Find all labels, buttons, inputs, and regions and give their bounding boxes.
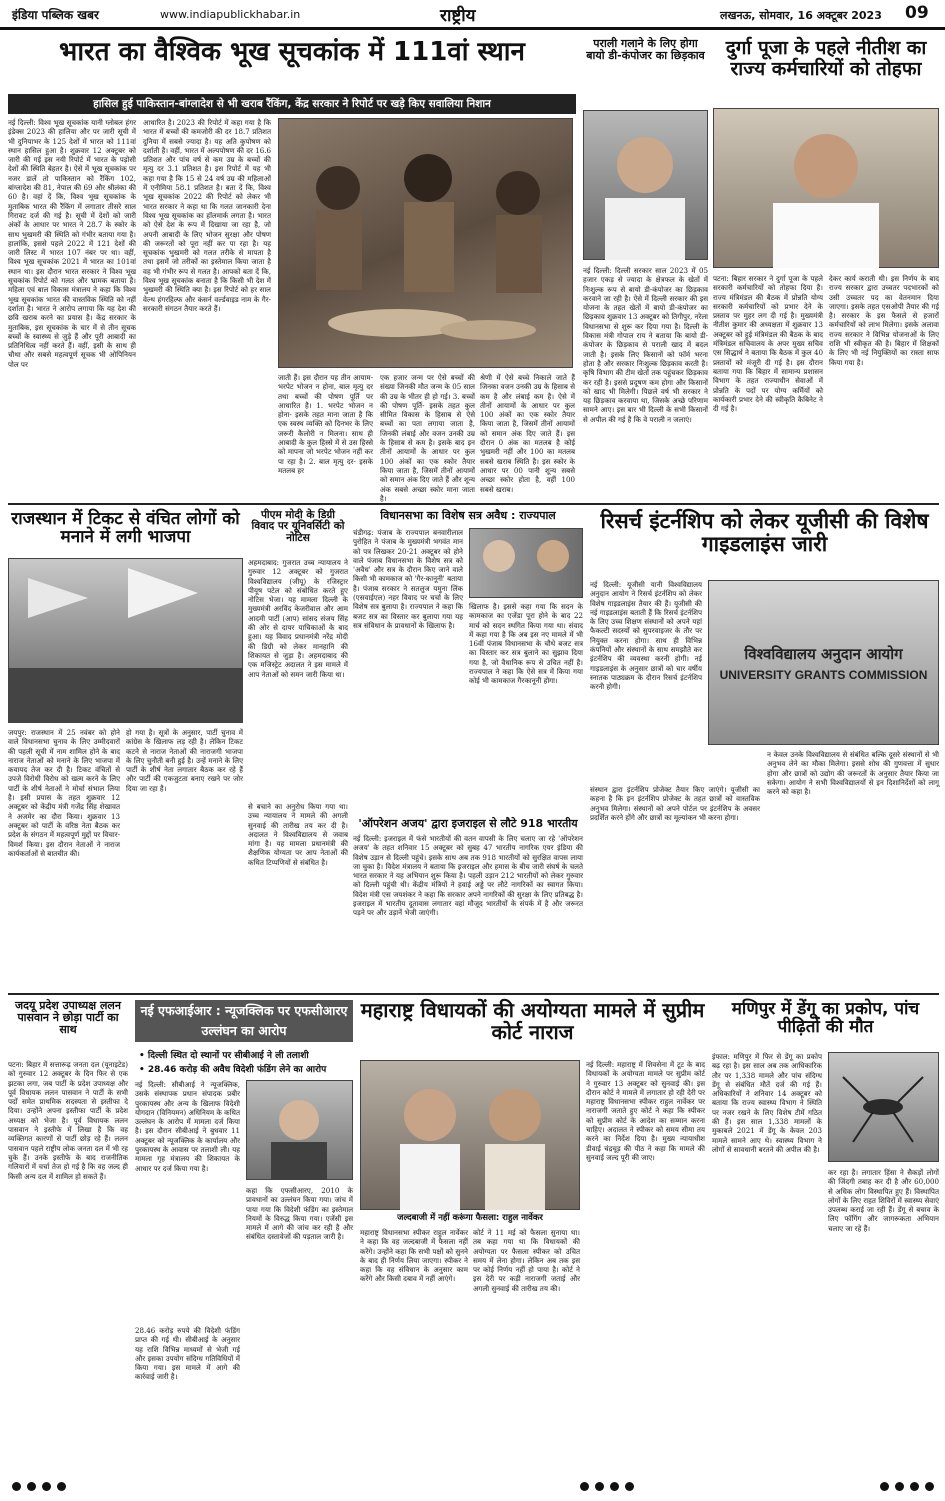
mosquito-illustration [828, 1052, 939, 1162]
hunger-subhead: हासिल हुई पाकिस्तान-बांग्लादेश से भी खराब रैंकिंग, केंद्र सरकार ने रिपोर्ट पर खड़े किए सवालिया निशान [8, 94, 576, 114]
newsclick-bullet-2: • 28.46 करोड़ की अवैध विदेशी फंडिंग लेने का आरोप [139, 1065, 327, 1075]
ugc-photo [708, 580, 939, 745]
ajay-headline: 'ऑपरेशन अजय' द्वारा इजराइल से लौटे 918 भारतीय [358, 817, 578, 830]
manipur-body: इंफाल: मणिपुर में फिर से डेंगू का प्रकोप बढ़ रहा है। इस साल अब तक आधिकारिक तौर पर 1,338 मामले और पांच संदिग्ध डेंगू से संबंधित मौतें दर्ज की गई हैं। अधिकारियों ने शनिवार 14 अक्टूबर को बताया कि राज्य स्वास्थ्य विभाग ने स्थिति पर नजर रखने के लिए विशेष टीमें गठित की हैं। इस साल 1,338 मामलों के मुकाबले 2021 में डेंगू के केवल 203 मामले सामने आए थे। स्वास्थ्य विभाग ने लोगों से सावधानी बरतने की अपील की है। [712, 1052, 822, 1154]
rajasthan-headline: राजस्थान में टिकट से वंचित लोगों को मनाने में लगी भाजपा [11, 509, 240, 548]
newsclick-body3: 28.46 करोड़ रुपये की विदेशी फंडिंग प्राप्त की गई थी। सीबीआई के अनुसार यह राशि विभिन्न माध्यमों से भेजी गई और इसका उपयोग संदिग्ध गतिविधियों में किया गया। इस मामले में आगे की कार्रवाई जारी है। [135, 1326, 240, 1382]
jdu-article [8, 1000, 128, 1470]
delhi-article [583, 38, 708, 500]
minister-portrait [583, 110, 708, 260]
ugc-headline: रिसर्च इंटर्नशिप को लेकर यूजीसी की विशेष गाइडलाइंस जारी [600, 509, 929, 556]
newsclick-body2: कहा कि एफसीआरए, 2010 के प्रावधानों का उल्लंघन किया गया। जांच में पाया गया कि विदेशी फंडिंग का इस्तेमाल नियमों के विरुद्ध किया गया। एजेंसी इस मामले में आगे की जांच कर रही है और संबंधित दस्तावेजों की पड़ताल जारी है। [246, 1186, 353, 1242]
manipur-photo [828, 1052, 939, 1162]
gujarat-headline: पीएम मोदी के डिग्री विवाद पर यूनिवर्सिटी को नोटिस [251, 509, 345, 544]
ajay-article [353, 818, 583, 990]
ugc-article [590, 510, 939, 990]
masthead: इंडिया पब्लिक खबर [12, 8, 99, 22]
section-title: राष्ट्रीय [440, 6, 476, 26]
punjab-body: चंडीगढ़: पंजाब के राज्यपाल बनवारीलाल पुरोहित ने पंजाब के मुख्यमंत्री भगवंत मान को पत्र लिखकर 20-21 अक्टूबर को होने वाले पंजाब विधानसभा के विशेष सत्र को 'अवैध' और सत्र के दौरान किए जाने वाले किसी भी कामकाज को 'गैर-कानूनी' बताया है। पंजाब सरकार ने सतलुज यमुना लिंक (एसवाईएल) नहर विवाद पर चर्चा के लिए विशेष सत्र बुलाया है। राज्यपाल ने कहा कि बजट सत्र का विस्तार कर बुलाया गया यह सत्र संविधान के प्रावधानों के खिलाफ है। [353, 528, 463, 630]
footer-dots-center [580, 1482, 634, 1491]
hunger-headline: भारत का वैश्विक भूख सूचकांक में 111वां स्थान [59, 37, 525, 67]
gujarat-article [248, 510, 348, 990]
maharashtra-article [360, 1000, 705, 1470]
ugc-body2: संस्थान द्वारा इंटर्नशिप प्रोजेक्ट तैयार किए जाएंगे। यूजीसी का कहना है कि इन इंटर्नशिप प्रोजेक्ट के तहत छात्रों को वास्तविक अनुभव मिलेगा। संस्थानों को अपने पोर्टल पर इंटर्नशिप के अवसर प्रदर्शित करने होंगे और छात्रों का मूल्यांकन भी करना होगा। [590, 785, 760, 822]
bihar-photo [713, 108, 939, 268]
punjab-headline: विधानसभा का विशेष सत्र अवैध : राज्यपाल [380, 509, 556, 522]
hunger-col4: श्रेणी में ऐसे बच्चे निकाले जाते हैं जिनका वजन उनकी उम्र के हिसाब से कम है और लंबाई कम है। ऐसे में तीनों आयामों के आधार पर कुल 100 अंकों का एक स्कोर तैयार किया जाता है, जिसमें तीनों आयामों को समान अंक दिए जाते हैं। इस दौरान 0 अंक का मतलब है कोई भुखमरी नहीं और 100 का मतलब सबसे खराब स्थिति है। इस स्कोर के आधार पर 00 पानी शून्य सबसे अच्छा स्कोर होता है, वहीं 100 सबसे खराब। [480, 373, 575, 494]
manipur-headline: मणिपुर में डेंगू का प्रकोप, पांच पीढ़ितों की मौत [731, 999, 920, 1038]
maharashtra-headline: महाराष्ट्र विधायकों की अयोग्यता मामले में सुप्रीम कोर्ट नाराज [360, 998, 705, 1044]
maharashtra-body3: कोर्ट ने 11 मई को फैसला सुनाया था। तब कहा गया था कि विधायकों की अयोग्यता पर फैसला स्पीकर को उचित समय में लेना होगा। लेकिन अब तक इस पर कोई निर्णय नहीं हो पाया है। कोर्ट ने इस देरी पर कड़ी नाराजगी जताई और अगली सुनवाई की तारीख तय की। [473, 1228, 580, 1293]
maharashtra-body: नई दिल्ली: महाराष्ट्र में शिवसेना में टूट के बाद विधायकों के अयोग्यता मामले पर सुप्रीम कोर्ट ने गुरुवार 13 अक्टूबर को सुनवाई की। इस दौरान कोर्ट ने मामले में लगातार हो रही देरी पर महाराष्ट्र विधानसभा स्पीकर राहुल नार्वेकर पर नाराजगी जताते हुए कोर्ट ने कहा कि स्पीकर को सुप्रीम कोर्ट के आदेश का सम्मान करना चाहिए। अदालत ने स्पीकर को समय सीमा तय करने का निर्देश दिया है। मुख्य न्यायाधीश डीवाई चंद्रचूड़ की पीठ ने कहा कि मामले की सुनवाई जल्द पूरी की जाए। [586, 1060, 705, 1162]
bihar-article [713, 38, 939, 500]
footer-dots-left [12, 1482, 66, 1491]
governor-and-cm-portraits [469, 528, 583, 598]
ugc-body3: न केवल उनके विश्वविद्यालय से संबंधित बल्कि दूसरे संस्थानों से भी अनुभव लेने का मौका मिलेगा। इससे शोध की गुणवत्ता में सुधार होगा और छात्रों को उद्योग की जरूरतों के अनुसार तैयार किया जा सकेगा। आयोग ने सभी विश्वविद्यालयों से इन दिशानिर्देशों को लागू करने को कहा है। [767, 750, 939, 797]
newsclick-body: नई दिल्ली: सीबीआई ने न्यूजक्लिक, उसके संस्थापक प्रधान संपादक प्रबीर पुरकायस्थ और अन्य के खिलाफ विदेशी योगदान (विनियमन) अधिनियम के कथित उल्लंघन के आरोप में मामला दर्ज किया है। इस दौरान सीबीआई ने बुधवार 11 अक्टूबर को न्यूजक्लिक के कार्यालय और पुरकायस्थ के आवास पर तलाशी ली। यह मामला गृह मंत्रालय की शिकायत के आधार पर दर्ज किया गया है। [135, 1080, 240, 1173]
hunger-col3: एक हजार जन्म पर ऐसे बच्चों की संख्या जिनकी मौत जन्म के 05 साल की उम्र के भीतर ही हो गई। 3. बच्चों की पोषण पूर्ति- इसके तहत कुल सीमित विकास के हिसाब से ऐसे बच्चों का पता लगाया जाता है, जिनकी लंबाई और वजन उनकी उम्र के हिसाब से कम है। इसके बाद इन तीनों आयामों के आधार पर कुल 100 अंकों का एक स्कोर तैयार किया जाता है, जिसमें तीनों आयामों को समान अंक दिए जाते हैं और शून्य अंक सबसे अच्छा स्कोर माना जाता है। [380, 373, 475, 503]
newsclick-photo [246, 1080, 353, 1180]
delhi-headline: पराली गलाने के लिए होगा बायो डी-कंपोजर का छिड़काव [586, 37, 705, 62]
hunger-col2b: जाती हैं। इस दौरान यह तीन आयाम- भरपेट भोजन न होना, बाल मृत्यु दर तथा बच्चों की पोषण पूर्ति पर आधारित है। 1. भरपेट भोजन न होना- इसके तहत माना जाता है कि एक स्वस्थ व्यक्ति को दिनभर के लिए जरूरी कैलोरी न मिलना। साथ ही आबादी के कुल हिस्से में से उस हिस्से को मापना जो भरपेट भोजन नहीं कर पा रहा है। 2. बाल मृत्यु दर- इसके मतलब हर [278, 373, 373, 475]
newsclick-article [135, 1000, 353, 1470]
bihar-body: पटना: बिहार सरकार ने दुर्गा पूजा के पहले सरकारी कर्मचारियों को तोहफा दिया है। राज्य मंत्रिमंडल की बैठक में प्रोन्नति योग्य सरकारी कर्मचारियों को प्रभार देने के प्रस्ताव पर मुहर लग दी गई है। मुख्यमंत्री नीतीश कुमार की अध्यक्षता में शुक्रवार 13 अक्टूबर को हुई मंत्रिमंडल की बैठक के बाद मंत्रिमंडल सचिवालय के अपर मुख्य सचिव एस सिद्धार्थ ने बताया कि बैठक में कुल 40 प्रस्तावों को मंजूरी दी गई है। इस दौरान बताया गया कि बिहार में सामान्य प्रशासन विभाग के तहत राज्याधीन सेवाओं में प्रोन्नति के पदों पर योग्य कर्मियों को कार्यकारी प्रभार देने की स्वीकृति कैबिनेट ने दी गई है। [713, 274, 823, 414]
bihar-body2: देकर कार्य कराती थी। इस निर्णय के बाद राज्य सरकार द्वारा उच्चतर पदभारकों को उसी उच्चतर पद का वेतनमान दिया जाएगा। इसके तहत एसओपी तैयार की गई है। सरकार के इस फैसले से हजारों कर्मचारियों को लाभ मिलेगा। इसके अलावा राज्य सरकार ने विभिन्न योजनाओं के लिए राशि भी स्वीकृत की है। बिहार में शिक्षकों के लिए भी नई नियुक्तियों का रास्ता साफ किया गया है। [829, 274, 939, 367]
section-divider-2 [8, 993, 939, 995]
footer-dots-right [880, 1482, 934, 1491]
jdu-headline: जदयू प्रदेश उपाध्यक्ष ललन पासवान ने छोड़ा पार्टी का साथ [14, 999, 121, 1036]
newsclick-bullet-1-text: दिल्ली स्थित दो स्थानों पर सीबीआई ने ली तलाशी [147, 1051, 309, 1061]
gujarat-body2: से बचाने का अनुरोध किया गया था। उच्च न्यायालय ने मामले की अगली सुनवाई की तारीख तय कर दी है। अदालत ने विश्वविद्यालय से जवाब मांगा है। यह मामला प्रधानमंत्री की शैक्षणिक योग्यता पर आप नेताओं की कथित टिप्पणियों से संबंधित है। [248, 802, 348, 867]
ajay-body: नई दिल्ली: इजराइल में फंसे भारतीयों की वतन वापसी के लिए चलाए जा रहे 'ऑपरेशन अजय' के तहत शनिवार 15 अक्टूबर को सुबह 47 भारतीय नागरिक एयर इंडिया की विशेष उड़ान से दिल्ली पहुंचे। इसके साथ अब तक 918 भारतीयों को सुरक्षित वापस लाया जा चुका है। विदेश मंत्रालय ने बताया कि इजराइल और हमास के बीच जारी संघर्ष के चलते भारत सरकार ने यह अभियान शुरू किया है। पहली उड़ान 212 भारतीयों को लेकर गुरुवार को दिल्ली पहुंची थी। केंद्रीय मंत्रियों ने हवाई अड्डे पर लौटे नागरिकों का स्वागत किया। विदेश मंत्री एस जयशंकर ने कहा कि सरकार अपने नागरिकों की सुरक्षा के लिए प्रतिबद्ध है। इजराइल में भारतीय दूतावास लगातार वहां मौजूद भारतीयों के संपर्क में है और जरूरत पड़ने पर और उड़ानें भेजी जाएंगी। [353, 834, 583, 918]
punjab-body2: खिलाफ है। इससे कहा गया कि सदन के कामकाज का एजेंडा पूरा होने के बाद 22 मार्च को सदन स्थगित किया गया था। संवाद में कहा गया है कि अब इस नए मामले में भी 16वीं पंजाब विधानसभा के चौथे बजट सत्र का विस्तार कर सत्र बुलाने का सुझाव दिया गया है, जो वैधानिक रूप से उचित नहीं है। राज्यपाल ने कहा कि ऐसे सत्र में किया गया कोई भी कामकाज गैरकानूनी होगा। [469, 602, 583, 686]
delhi-body: नई दिल्ली: दिल्ली सरकार साल 2023 में 05 हजार एकड़ से ज्यादा के क्षेत्रफल के खेतों में निःशुल्क रूप से बायो डी-कंपोजर का छिड़काव करवाने जा रही है। ऐसे में दिल्ली सरकार की इस योजना के तहत खेतों में बायो डी-कंपोजर का छिड़काव शुक्रवार 13 अक्टूबर को तिगीपुर, नरेला विधानसभा से शुरू कर दिया गया है। दिल्ली के विकास मंत्री गोपाल राय ने बताया कि बायो डी-कंपोजर के छिड़काव से पराली खाद में बदल जाती है। इसके लिए किसानों को फॉर्म भरना होता है और सरकार निःशुल्क छिड़काव करती है। कृषि विभाग की टीम खेतों तक पहुंचकर छिड़काव कर रही है। इससे प्रदूषण कम होगा और किसानों को खाद भी मिलेगी। पिछले वर्ष भी सरकार ने यह छिड़काव करवाया था, जिसके अच्छे परिणाम सामने आए। इस बार भी दिल्ली के सभी किसानों से अपील की गई है कि वे पराली न जलाएं। [583, 266, 708, 424]
rajasthan-article [8, 510, 243, 990]
ugc-body: नई दिल्ली: यूजीसी यानी विश्वविद्यालय अनुदान आयोग ने रिसर्च इंटर्नशिप को लेकर विशेष गाइडलाइंस तैयार की हैं। यूजीसी की नई गाइडलाइंस बताती हैं कि रिसर्च इंटर्नशिप के लिए उच्च शिक्षण संस्थानों को अपने यहां फैकल्टी सदस्यों को सुपरवाइजर के तौर पर नियुक्त करना होगा। साथ ही विभिन्न कंपनियों और संस्थानों के साथ समझौते कर इंटर्नशिप की व्यवस्था करनी होगी। नई गाइडलाइंस के अनुसार छात्रों को चार वर्षीय स्नातक पाठ्यक्रम के दौरान रिसर्च इंटर्नशिप करनी होगी। [590, 580, 702, 692]
newsclick-bullet-1: • दिल्ली स्थित दो स्थानों पर सीबीआई ने ली तलाशी [139, 1051, 309, 1061]
bihar-headline: दुर्गा पूजा के पहले नीतीश का राज्य कर्मचारियों को तोहफा [725, 37, 927, 80]
chief-minister-portrait [713, 108, 939, 268]
jdu-body: पटना: बिहार में सत्तारूढ़ जनता दल (यूनाइटेड) को गुरुवार 12 अक्टूबर के दिन फिर से एक झटका लगा, जब पार्टी के प्रदेश उपाध्यक्ष और पूर्व विधायक ललन पासवान ने पार्टी के सभी पदों समेत प्राथमिक सदस्यता से इस्तीफा दे दिया। उन्होंने अपना इस्तीफा पार्टी के प्रदेश अध्यक्ष को भेजा है। पूर्व विधायक ललन पासवान ने इस्तीफे में लिखा है कि वह व्यक्तिगत कारणों से पार्टी छोड़ रहे हैं। ललन पासवान पहले राष्ट्रीय लोक जनता दल में भी रह चुके हैं। उनके इस्तीफे के बाद राजनीतिक गलियारों में चर्चा तेज हो गई है कि वह जल्द ही किसी अन्य दल में शामिल हो सकते हैं। [8, 1060, 128, 1181]
manipur-body2: कर रहा है। लगातार हिंसा ने सैकड़ों लोगों की जिंदगी तबाह कर दी है और 60,000 से अधिक लोग विस्थापित हुए हैं। विस्थापित लोगों के लिए राहत शिविरों में स्वास्थ्य सेवाएं उपलब्ध कराई जा रही हैं। डेंगू से बचाव के लिए फॉगिंग और जागरूकता अभियान चलाए जा रहे हैं। [828, 1168, 939, 1233]
hunger-col1: नई दिल्ली: विश्व भूख सूचकांक यानी ग्लोबल हंगर इंडेक्स 2023 की हालिया और पर जारी सूची में भी दुनियाभर के 125 देशों में भारत को 111वां स्थान हासिल हुआ है। शुक्रवार 12 अक्टूबर को जारी की गई इस नयी रिपोर्ट में भारत के पड़ोसी देशों की स्थिति बेहतर है। ऐसे में भूख सूचकांक पर नजर डालें तो पाकिस्तान को रैंकिंग 102, बांग्लादेश की 81, नेपाल की 69 और श्रीलंका की 60 है। वहां दें कि, विश्व भूख सूचकांक के मुताबिक भारत की रैंकिंग में लगातार तीसरे साल गिरावट दर्ज की गई है। सूची में देशों को जारी अंकों के आधार पर भारत ने 28.7 के स्कोर के साथ भुखमरी की स्थिति को गंभीर बताया गया है। हालांकि, इससे पहले 2022 में 121 देशों की जारी लिस्ट में भारत 107 नंबर पर था। वहीं, विश्व भूख सूचकांक 2021 में भारत का 101वां स्थान था। इस दौरान भारत सरकार ने विश्व भूख सूचकांक रिपोर्ट को गलत और भ्रामक बताया है। महिला एवं बाल विकास मंत्रालय ने कहा कि विश्व भूख सूचकांक भारत की वास्तविक स्थिति को नहीं दर्शाता है। भारत ने आरोप लगाया कि यह देश की छवि खराब करने का प्रयास है। केंद्र सरकार के मुताबिक, इस सूचकांक के चार में से तीन सूचक बच्चों के स्वास्थ्य से जुड़े हैं और पूरी आबादी का प्रतिनिधित्व नहीं करते हैं। वहीं, इसी के साथ ही चौथा और सबसे महत्वपूर्ण सूचक भी ओपिनियन पोल पर [8, 118, 136, 369]
maharashtra-photo [360, 1060, 580, 1210]
punjab-article [353, 510, 583, 815]
delhi-photo [583, 110, 708, 260]
page-number: 09 [905, 3, 929, 23]
date-line: लखनऊ, सोमवार, 16 अक्टूबर 2023 [720, 9, 882, 22]
section-divider [8, 503, 939, 505]
rajasthan-body2: हो गया है। सूत्रों के अनुसार, पार्टी चुनाव में कांग्रेस के खिलाफ लड़ रही है। लेकिन टिकट कटने से नाराज नेताओं की नाराजगी भाजपा के लिए चुनौती बनी हुई है। उन्हें मनाने के लिए पार्टी के शीर्ष नेता लगातार बैठक कर रहे हैं और पार्टी की एकजुटता बनाए रखने पर जोर दिया जा रहा है। [126, 728, 243, 793]
rajasthan-body: जयपुर: राजस्थान में 25 नवंबर को होने वाले विधानसभा चुनाव के लिए उम्मीदवारों की पहली सूची में नाम शामिल होने के बाद नाराज नेताओं को मनाने के लिए भाजपा में कवायद तेज कर दी है। टिकट वंचितों से उपजे विरोधी विरोध को खत्म करने के लिए पार्टी के शीर्ष नेताओं ने मोर्चा संभाल लिया है। इसी प्रयास के तहत शुक्रवार 12 अक्टूबर को केंद्रीय मंत्री गजेंद्र सिंह शेखावत ने अजमेर का दौरा किया। शुक्रवार 13 अक्टूबर को पार्टी के वरिष्ठ नेता बैठक कर प्रदेश के संगठन में महत्वपूर्ण मुद्दों पर विचार-विमर्श किया। इस दौरान नेताओं ने नाराज कार्यकर्ताओं से बातचीत की। [8, 728, 120, 858]
rajasthan-photo [8, 558, 243, 723]
website-link[interactable]: www.indiapublickhabar.in [160, 8, 301, 21]
manipur-article [712, 1000, 939, 1470]
newsclick-bullet-2-text: 28.46 करोड़ की अवैध विदेशी फंडिंग लेने का आरोप [147, 1065, 327, 1075]
maharashtra-body2: महाराष्ट्र विधानसभा स्पीकर राहुल नार्वेकर ने कहा कि वह जल्दबाजी में फैसला नहीं करेंगे। उन्होंने कहा कि सभी पक्षों को सुनने के बाद ही निर्णय लिया जाएगा। स्पीकर ने कहा कि वह संविधान के अनुसार काम करेंगे और किसी दबाव में नहीं आएंगे। [360, 1228, 468, 1284]
founder-portrait [246, 1080, 353, 1180]
politicians-portraits [360, 1060, 580, 1210]
hunger-col2: आधारित है। 2023 की रिपोर्ट में कहा गया है कि भारत में बच्चों की कमजोरी की दर 18.7 प्रतिशत दुनिया में सबसे ज्यादा है। यह अति कुपोषण को दर्शाती है। वहीं, भारत में अल्पपोषण की दर 16.6 प्रतिशत और पांच वर्ष से कम उम्र के बच्चों की मृत्यु दर 3.1 प्रतिशत है। इस रिपोर्ट में यह भी कहा गया है कि 15 से 24 वर्ष उम्र की महिलाओं में एनीमिया 58.1 प्रतिशत है। बता दें कि, विश्व भूख सूचकांक 2022 की रिपोर्ट को लेकर भी भारत सरकार ने कहा था कि गलत जानकारी देना विश्व भूख सूचकांक का हॉलमार्क लगता है। भारत को ऐसे देश के रूप में दिखाया जा रहा है, जो अपनी आबादी के लिए भोजन सुरक्षा और पोषण की जरूरतों को पूरा नहीं कर पा रहा है। यह सूचकांक भुखमरी को गलत तरीके से मापता है तथा इसमें जो तरीकों का इस्तेमाल किया जाता है वह भी गंभीर रूप से गलत है। आपको बता दें कि, विश्व भूख सूचकांक बनाता है कि किसी भी देश में भुखमरी की स्थिति क्या है। इस रिपोर्ट को हर साल वेल्थ हंगरहिल्फ और कंसर्न वर्ल्डवाइड नाम के गैर-सरकारी संगठन तैयार करते हैं। [143, 118, 271, 313]
hunger-article [8, 37, 576, 503]
ugc-sign-hindi: विश्वविद्यालय अनुदान आयोग [744, 644, 903, 663]
hunger-photo [278, 118, 573, 368]
punjab-photo [469, 528, 583, 598]
children-eating-illustration [278, 118, 573, 368]
gujarat-body: अहमदाबाद: गुजरात उच्च न्यायालय ने गुरुवार 12 अक्टूबर को गुजरात विश्वविद्यालय (जीयू) के रजिस्ट्रार पीयूष पटेल को संबोधित करते हुए नोटिस भेजा। यह मामला दिल्ली के मुख्यमंत्री अरविंद केजरीवाल और आम आदमी पार्टी (आप) सांसद संजय सिंह की ओर से दायर याचिकाओं के बाद हुआ। यह विवाद प्रधानमंत्री नरेंद्र मोदी की डिग्री को लेकर मानहानि की शिकायत से जुड़ा है। अहमदाबाद की एक मजिस्ट्रेट अदालत ने इस मामले में आप नेताओं को समन जारी किया था। [248, 558, 348, 679]
page-header [0, 0, 945, 30]
maharashtra-caption: जल्दबाजी में नहीं करूंगा फैसला: राहुल नार्वेकर [397, 1213, 543, 1223]
ugc-sign-english: UNIVERSITY GRANTS COMMISSION [719, 667, 928, 682]
newsclick-headline: नई एफआईआर : न्यूजक्लिक पर एफसीआरए उल्लंघन का आरोप [135, 1000, 353, 1042]
party-flags-illustration [8, 558, 243, 723]
